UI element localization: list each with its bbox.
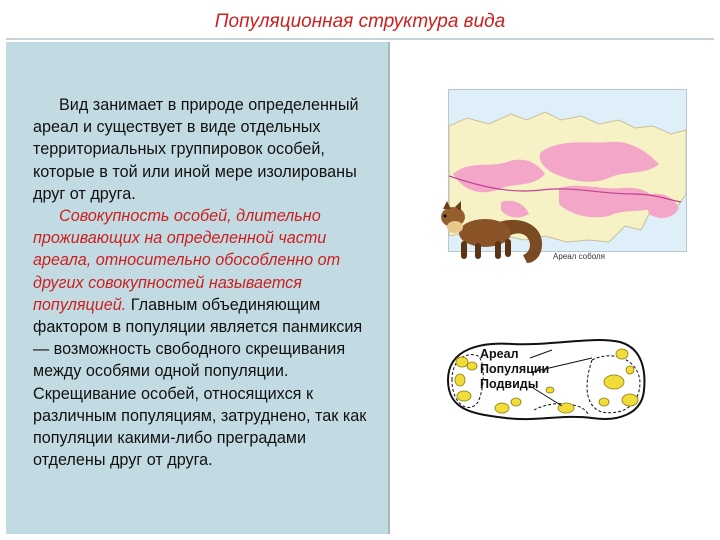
population-blob <box>467 362 477 370</box>
paragraph-panmixia: Главным объединяющим фактором в популяции является панмиксия — возможность свободного скрещивания между особями одной популяции. Скрещивание особей, относящихся к различным популяциям, затруднено, так как популяции какими-либо преградами отделены друг от друга. <box>33 295 367 470</box>
population-blob <box>457 391 471 401</box>
sable-leg <box>475 243 481 259</box>
label-populations: Популяции <box>480 362 550 376</box>
population-blob <box>599 398 609 406</box>
sable-leg <box>461 241 467 259</box>
population-blob <box>622 394 638 406</box>
population-blob <box>511 398 521 406</box>
sable-leg <box>495 241 501 259</box>
sable-icon <box>427 193 547 271</box>
sable-illustration <box>427 193 547 271</box>
population-blob <box>604 375 624 389</box>
title-bar <box>0 0 720 40</box>
sable-eye <box>443 214 446 217</box>
body-text <box>33 94 373 471</box>
label-areal: Ареал <box>480 347 519 361</box>
sable-body <box>459 219 511 247</box>
map-caption: Ареал соболя <box>553 252 605 261</box>
population-blob <box>616 349 628 359</box>
population-blob <box>456 357 468 367</box>
population-blob <box>495 403 509 413</box>
population-blob <box>455 374 465 386</box>
population-blob <box>626 366 634 374</box>
sable-ear <box>443 201 451 209</box>
diagram-labels <box>480 347 549 392</box>
paragraph-intro: Вид занимает в природе определенный ареал и существует в виде отдельных территориальных группировок особей, которые в той или иной мере изолированы друг от друга. <box>33 96 359 203</box>
slide-title: Популяционная структура вида <box>214 11 506 32</box>
sable-leg <box>505 239 511 257</box>
title-divider <box>6 38 714 40</box>
sable-chest <box>447 221 463 233</box>
population-definition: Совокупность особей, длительно проживающих на определенной части ареала, относительно обособленно от других совокупностей называется популяцией. <box>33 207 341 314</box>
label-subspecies: Подвиды <box>480 377 539 391</box>
